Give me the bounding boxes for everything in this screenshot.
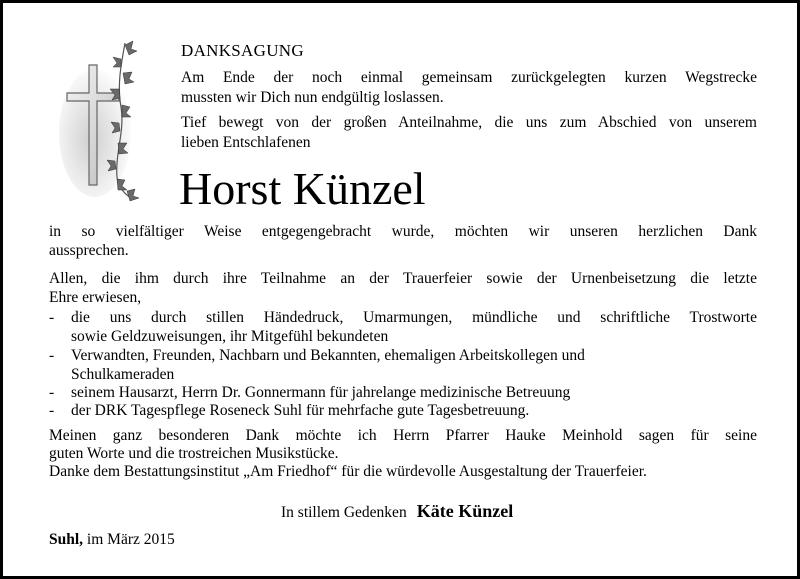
signature (281, 500, 513, 524)
deceased-name: Horst Künzel (179, 163, 426, 214)
place-date (49, 531, 175, 548)
intro-line-3: Tief bewegt von der großen Anteilnahme, die uns zum Abschied von unserem (181, 114, 757, 131)
date: im März 2015 (86, 531, 175, 548)
list-item-4: der DRK Tagespflege Roseneck Suhl für mehrfache gute Tagesbetreuung. (71, 402, 530, 419)
signature-name: Käte Künzel (416, 501, 514, 521)
para3-line-3: Danke dem Bestattungsinstitut „Am Friedhof“ für die würdevolle Ausgestaltung der Trauerfeier. (49, 463, 647, 480)
list-dash: - (49, 347, 55, 364)
intro-line-1: Am Ende der noch einmal gemeinsam zurückgelegten kurzen Wegstrecke (181, 69, 757, 86)
list-item-2-line-2: Schulkameraden (71, 366, 175, 383)
para2-line-1: Allen, die ihm durch ihre Teilnahme an der Trauerfeier sowie der Urnenbeisetzung die letzte (49, 270, 757, 287)
para1-line-2: aussprechen. (49, 242, 129, 259)
signature-prefix: In stillem Gedenken (281, 504, 407, 521)
list-item-3: seinem Hausarzt, Herrn Dr. Gonnermann für jahrelange medizinische Betreuung (71, 384, 571, 401)
list-dash: - (49, 384, 55, 401)
cross-with-ivy-icon (55, 35, 153, 203)
intro-line-2: mussten wir Dich nun endgültig loslassen. (181, 89, 444, 106)
list-item-1-line-2: sowie Geldzuweisungen, ihr Mitgefühl bekundeten (71, 328, 389, 345)
para3-line-2: guten Worte und die trostreichen Musikstücke. (49, 445, 339, 462)
list-dash: - (49, 402, 55, 419)
intro-line-4: lieben Entschlafenen (181, 134, 311, 151)
para3-line-1: Meinen ganz besonderen Dank möchte ich Herrn Pfarrer Hauke Meinhold sagen für seine (49, 427, 757, 444)
list-item-2-line-1: Verwandten, Freunden, Nachbarn und Bekannten, ehemaligen Arbeitskollegen und (71, 347, 585, 364)
heading: DANKSAGUNG (181, 41, 304, 60)
list-dash: - (49, 309, 55, 326)
place: Suhl, (49, 531, 84, 548)
list-item-1-line-1: die uns durch stillen Händedruck, Umarmungen, mündliche und schriftliche Trostworte (71, 309, 757, 326)
para2-line-2: Ehre erwiesen, (49, 289, 142, 306)
para1-line-1: in so vielfältiger Weise entgegengebracht wurde, möchten wir unseren herzlichen Dank (49, 223, 757, 240)
